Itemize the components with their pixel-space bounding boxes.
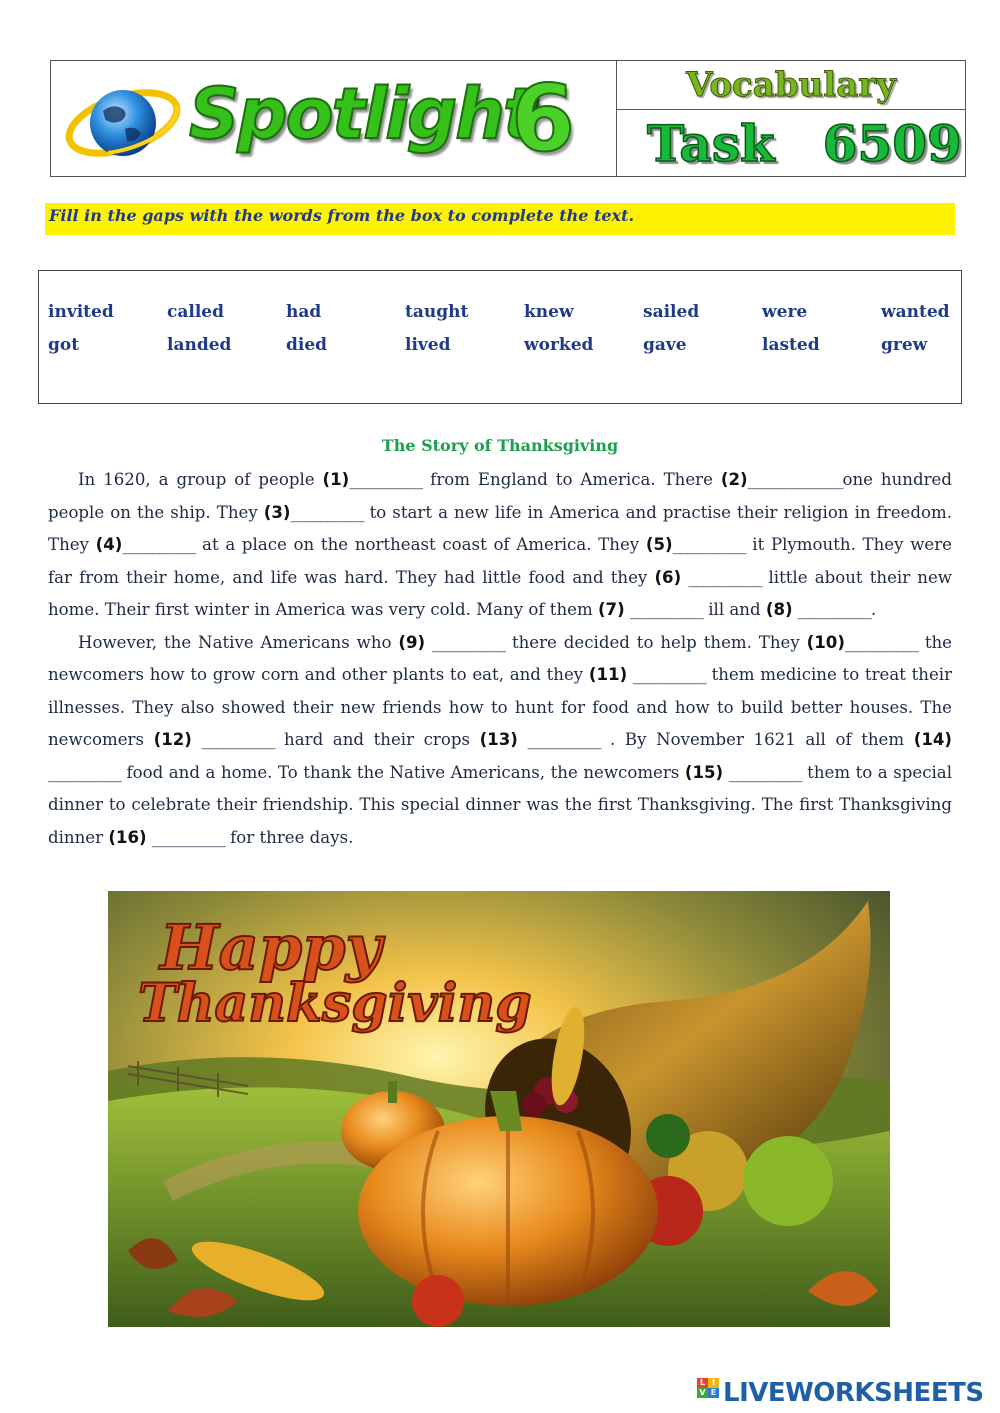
gap-number: (4) (95, 535, 123, 554)
story-text-run: . By November 1621 all of them (600, 730, 914, 749)
spotlight-logo (51, 61, 617, 176)
badge-letter: V (697, 1388, 708, 1398)
caption-thanksgiving: Thanksgiving (138, 973, 532, 1034)
word-item[interactable]: wanted (881, 302, 950, 322)
gap-blank-5[interactable]: __________ (672, 535, 746, 554)
gap-number: (12) (153, 730, 192, 749)
gap-blank-14[interactable]: __________ (48, 762, 121, 782)
gap-blank-10[interactable]: __________ (844, 632, 918, 652)
word-item[interactable]: taught (405, 302, 469, 322)
gap-number: (8) (765, 600, 793, 619)
caption-happy: Happy (160, 911, 382, 984)
story-paragraph-1 (48, 464, 952, 627)
story-text-run: at a place on the northeast coast of America. They (195, 535, 646, 554)
story-text-run: it Plymouth. They were far from their home, and life was hard. They had little food and they (48, 535, 952, 587)
word-item[interactable]: invited (48, 302, 114, 322)
word-box (38, 270, 962, 404)
liveworksheets-brand: LIVEWORKSHEETS (723, 1378, 984, 1408)
story-text-run: ill and (702, 600, 766, 619)
story-text-run: However, the Native Americans who (78, 632, 399, 652)
story-text-run: from England to America. There (422, 470, 721, 489)
gap-blank-1[interactable]: __________ (349, 470, 423, 489)
story-text-run: In 1620, a group of people (78, 470, 323, 489)
gap-blank-6[interactable]: __________ (688, 567, 762, 587)
badge-letter: E (708, 1388, 719, 1398)
story-text-run: food and a home. To thank the Native Americans, the newcomers (120, 762, 685, 782)
story-text-run: them medicine to treat their illnesses. They also showed their new friends how to hunt for food and how to build better houses. The newcomers (48, 665, 953, 749)
gap-blank-12[interactable]: __________ (201, 730, 275, 749)
word-item[interactable]: got (48, 335, 80, 355)
story-text-run: hard and their crops (274, 730, 480, 749)
story-text (48, 464, 952, 854)
gap-blank-7[interactable]: __________ (629, 600, 703, 619)
story-text-run: one hundred people on the ship. They (48, 470, 952, 522)
word-item[interactable]: died (286, 335, 328, 355)
gap-number: (13) (479, 730, 518, 749)
word-item[interactable]: sailed (643, 302, 700, 322)
instruction-banner: Fill in the gaps with the words from the box to complete the text. (45, 203, 955, 235)
badge-letter: L (697, 1378, 708, 1388)
task-label: Task (647, 113, 775, 173)
word-item[interactable]: worked (524, 335, 594, 355)
story-text-run: to start a new life in America and practise their religion in freedom. They (48, 502, 952, 554)
word-item[interactable]: had (286, 302, 322, 322)
logo-wordmark: Spotlight (189, 73, 535, 155)
gap-number: (11) (588, 665, 628, 684)
gap-blank-2[interactable]: _____________ (747, 470, 843, 489)
story-text-run: the newcomers how to grow corn and other plants to eat, and they (48, 632, 952, 684)
task-id (617, 110, 965, 176)
gap-number: (9) (398, 632, 426, 652)
story-text-run: them to a special dinner to celebrate their friendship. This special dinner was the first Thanksgiving. The first Thanksgiving dinner (48, 762, 952, 847)
task-title-cell (617, 61, 965, 176)
gap-number: (15) (684, 762, 724, 782)
category-label: Vocabulary (617, 61, 965, 110)
gap-blank-8[interactable]: __________ (797, 600, 871, 619)
word-item[interactable]: lived (405, 335, 451, 355)
gap-number: (2) (720, 470, 748, 489)
story-text-run: . (870, 600, 877, 619)
gap-number: (6) (654, 567, 682, 587)
task-number: 6509 (822, 113, 962, 173)
word-item[interactable]: called (167, 302, 224, 322)
worksheet-header (50, 60, 966, 177)
word-item[interactable]: gave (643, 335, 687, 355)
liveworksheets-logo[interactable] (697, 1376, 997, 1410)
gap-number: (3) (263, 502, 291, 522)
gap-blank-3[interactable]: __________ (290, 502, 364, 522)
liveworksheets-badge-icon (697, 1378, 719, 1408)
globe-icon (63, 77, 183, 167)
word-grid (48, 301, 958, 356)
word-item[interactable]: lasted (762, 335, 820, 355)
gap-blank-16[interactable]: __________ (151, 827, 225, 847)
gap-number: (10) (806, 632, 845, 652)
gap-number: (7) (597, 600, 625, 619)
story-text-run: for three days. (224, 827, 354, 847)
gap-blank-9[interactable]: __________ (432, 632, 506, 652)
thanksgiving-illustration (108, 891, 890, 1327)
story-text-run: little about their new home. Their first winter in America was very cold. Many of them (48, 567, 952, 619)
word-item[interactable]: knew (524, 302, 574, 322)
badge-letter: I (708, 1378, 719, 1388)
gap-blank-15[interactable]: __________ (728, 762, 802, 782)
gap-number: (16) (108, 827, 147, 847)
gap-number: (5) (645, 535, 673, 554)
gap-blank-13[interactable]: __________ (527, 730, 601, 749)
gap-blank-11[interactable]: __________ (632, 665, 706, 684)
story-text-run: there decided to help them. They (505, 632, 807, 652)
word-item[interactable]: landed (167, 335, 232, 355)
gap-number: (14) (913, 730, 952, 749)
gap-blank-4[interactable]: __________ (122, 535, 196, 554)
thanksgiving-scene (108, 891, 890, 1327)
logo-grade-number: 6 (511, 65, 576, 172)
word-item[interactable]: grew (881, 335, 928, 355)
gap-number: (1) (322, 470, 350, 489)
word-item[interactable]: were (762, 302, 808, 322)
story-paragraph-2 (48, 627, 952, 855)
story-title: The Story of Thanksgiving (381, 436, 619, 455)
